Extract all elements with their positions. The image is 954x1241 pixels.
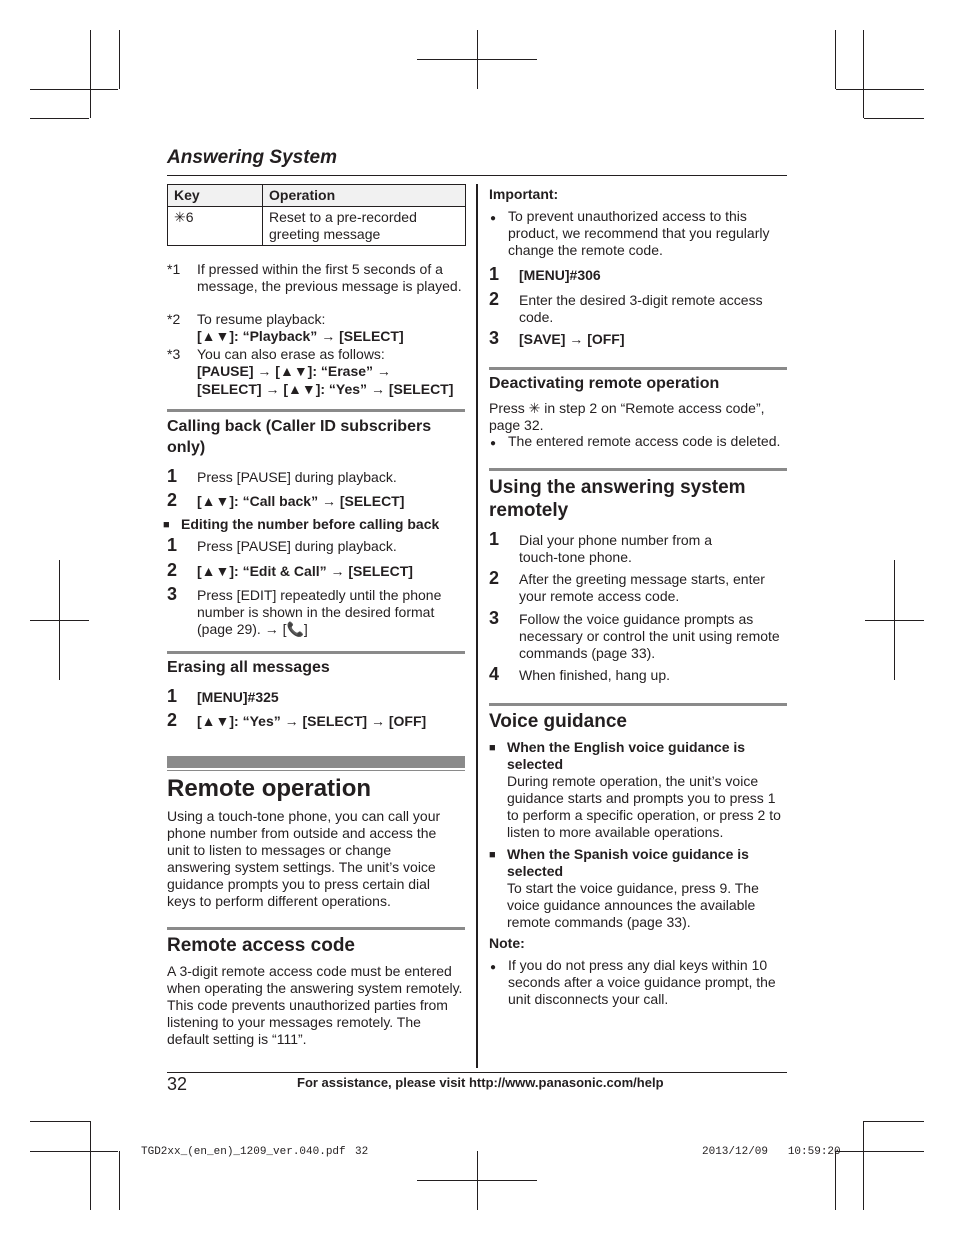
step-number: 1	[489, 529, 500, 549]
step-number: 1	[167, 535, 178, 555]
header-rule	[167, 175, 787, 176]
important-step-3: [SAVE] → [OFF]	[519, 331, 625, 347]
step-number: 3	[489, 608, 500, 628]
step-number: 3	[167, 584, 178, 604]
important-bullet: ● To prevent unauthorized access to this product, we recommend that you regularly change the remote code.	[508, 208, 788, 259]
important-label: Important:	[489, 186, 559, 202]
footer-rule	[167, 1072, 787, 1073]
footnote-2-command: [▲▼]: “Playback” → [SELECT]	[197, 328, 404, 344]
editing-step-1: Press [PAUSE] during playback.	[197, 538, 397, 554]
footnote-3-command-1: [PAUSE] → [▲▼]: “Erase” →	[197, 363, 391, 379]
remote-operation-title: Remote operation	[167, 775, 372, 802]
page-number: 32	[167, 1074, 188, 1094]
step-number: 4	[489, 664, 500, 684]
section-rule	[167, 651, 465, 654]
step-number: 2	[167, 560, 178, 580]
note-bullet: ● If you do not press any dial keys within 10 seconds after a voice guidance prompt, the unit disconnects your call.	[508, 957, 788, 1008]
column-divider	[476, 184, 478, 1068]
using-remotely-step-1: Dial your phone number from a touch-tone phone.	[519, 532, 712, 565]
table-cell-operation: Reset to a pre-recorded greeting message	[263, 207, 466, 246]
step-number: 1	[489, 264, 500, 284]
footnote-3-mark: *3	[167, 346, 181, 362]
voice-guidance-title: Voice guidance	[489, 711, 627, 732]
step-number: 2	[489, 568, 500, 588]
step-number: 3	[489, 328, 500, 348]
table-row	[168, 207, 466, 246]
calling-back-step-2: [▲▼]: “Call back” → [SELECT]	[197, 493, 405, 509]
step-number: 2	[167, 490, 178, 510]
timestamp: 2013/12/09 10:59:20	[702, 1146, 841, 1158]
table-cell-key: ✳6	[168, 207, 263, 246]
table-head-key: Key	[168, 185, 263, 207]
section-rule	[489, 367, 787, 370]
footnote-1-text: If pressed within the first 5 seconds of a message, the previous message is played.	[197, 261, 462, 294]
file-page: 32	[355, 1146, 369, 1158]
footnote-3-command-2: [SELECT] → [▲▼]: “Yes” → [SELECT]	[197, 381, 454, 397]
step-number: 1	[167, 466, 178, 486]
using-remotely-step-2: After the greeting message starts, enter your remote access code.	[519, 571, 765, 604]
step-number: 2	[167, 710, 178, 730]
section-header: Answering System	[167, 147, 337, 168]
note-label: Note:	[489, 935, 525, 951]
assistance-text: For assistance, please visit http://www.panasonic.com/help	[297, 1075, 664, 1090]
footnote-1-mark: *1	[167, 261, 181, 277]
important-step-2: Enter the desired 3-digit remote access code.	[519, 292, 763, 325]
remote-operation-body: Using a touch-tone phone, you can call your phone number from outside and access the unit to listen to messages or change answering system settings. The unit’s voice guidance prompts you to press certain dial keys to perform different operations.	[167, 808, 441, 909]
calling-back-step-1: Press [PAUSE] during playback.	[197, 469, 397, 485]
section-rule	[167, 927, 465, 930]
key-operation-table	[167, 184, 466, 246]
footnote-3-text: You can also erase as follows:	[197, 346, 385, 362]
calling-back-title: Calling back (Caller ID subscribers only)	[167, 418, 432, 456]
table-head-operation: Operation	[263, 185, 466, 207]
erasing-step-1: [MENU]#325	[197, 689, 279, 705]
footnote-2-text: To resume playback:	[197, 311, 326, 327]
deactivating-title: Deactivating remote operation	[489, 375, 720, 392]
file-name: TGD2xx_(en_en)_1209_ver.040.pdf	[141, 1146, 346, 1158]
important-step-1: [MENU]#306	[519, 267, 601, 283]
erasing-title: Erasing all messages	[167, 659, 330, 676]
erasing-step-2: [▲▼]: “Yes” → [SELECT] → [OFF]	[197, 713, 427, 729]
using-remotely-step-4: When finished, hang up.	[519, 667, 670, 683]
english-guidance-body: During remote operation, the unit’s voice guidance starts and prompts you to press 1 to perform a specific operation, or press 2 to listen to more available operations.	[507, 773, 781, 840]
spanish-guidance-title: ■ When the Spanish voice guidance is selected	[507, 846, 777, 880]
using-remotely-step-3: Follow the voice guidance prompts as necessary or control the unit using remote commands (page 33).	[519, 611, 780, 661]
using-remotely-title: Using the answering system remotely	[489, 477, 746, 521]
remote-access-code-body: A 3-digit remote access code must be entered when operating the answering system remotely. This code prevents unauthorized parties from listening to your messages remotely. The default setting is “111”.	[167, 963, 463, 1047]
section-rule	[489, 703, 787, 706]
editing-step-3: Press [EDIT] repeatedly until the phone number is shown in the desired format (page 29). → [📞]	[197, 587, 442, 637]
deactivating-body: Press ✳ in step 2 on “Remote access code”, page 32.	[489, 400, 765, 433]
deactivating-bullet: ● The entered remote access code is deleted.	[508, 433, 793, 450]
english-guidance-title: ■ When the English voice guidance is selected	[507, 739, 777, 773]
spanish-guidance-body: To start the voice guidance, press 9. The voice guidance announces the available remote commands (page 33).	[507, 880, 759, 930]
footnote-2-mark: *2	[167, 311, 181, 327]
section-rule	[167, 409, 465, 412]
section-rule	[489, 468, 787, 471]
remote-access-code-title: Remote access code	[167, 935, 355, 956]
remote-operation-bar	[167, 756, 465, 768]
editing-subtitle: ■ Editing the number before calling back	[181, 516, 439, 533]
step-number: 2	[489, 289, 500, 309]
editing-step-2: [▲▼]: “Edit & Call” → [SELECT]	[197, 563, 413, 579]
step-number: 1	[167, 686, 178, 706]
